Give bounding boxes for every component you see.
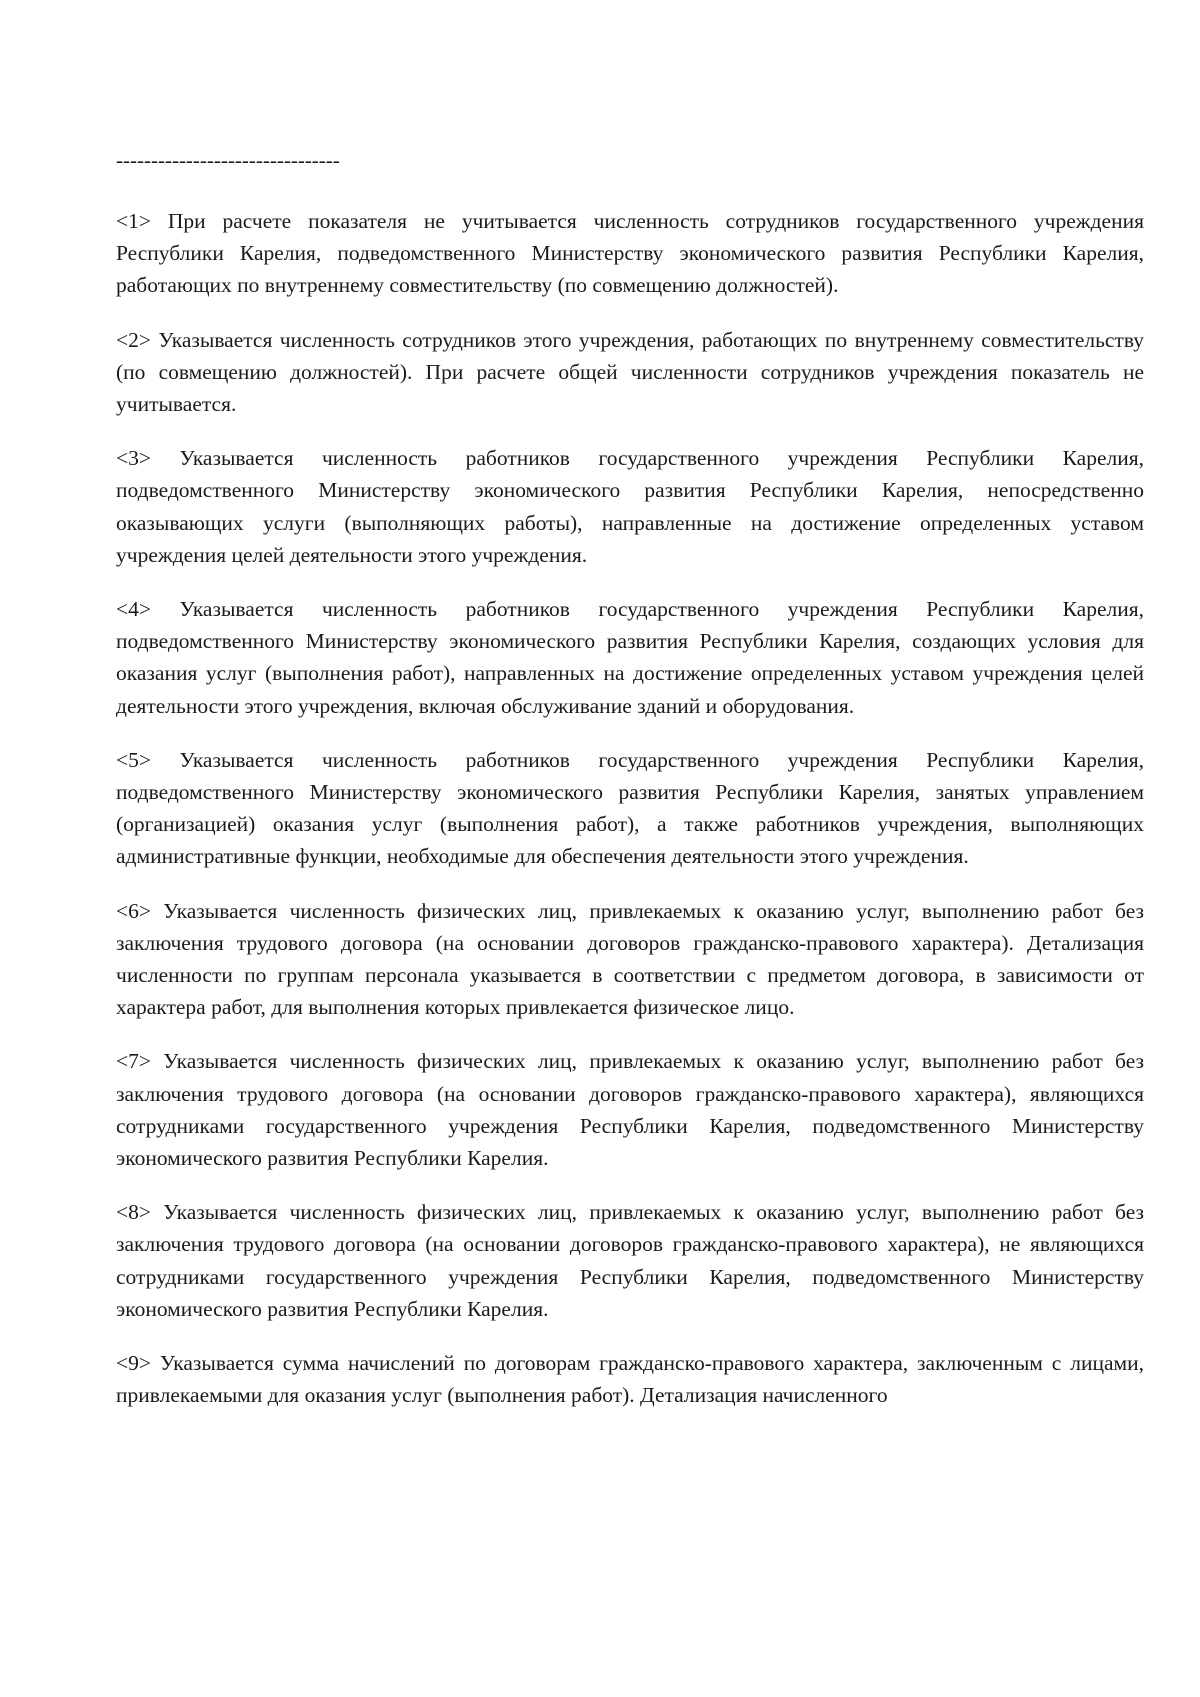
footnotes-section xyxy=(116,150,1144,1434)
footnote-5: <5> Указывается численность работников государственного учреждения Республики Карелия, подведомственного Министерству экономического развития Республики Карелия, занятых управлением (организацией) оказания услуг (выполнения работ), а также работников учреждения, выполняющих административные функции, необходимые для обеспечения деятельности этого учреждения. xyxy=(116,747,1144,869)
footnote-1: <1> При расчете показателя не учитывается численность сотрудников государственного учреждения Республики Карелия, подведомственного Министерству экономического развития Республики Карелия, работающих по внутреннему совместительству (по совмещению должностей). xyxy=(116,209,1144,298)
footnote-9: <9> Указывается сумма начислений по договорам гражданско-правового характера, заключенным с лицами, привлекаемыми для оказания услуг (выполнения работ). Детализация начисленного xyxy=(116,1351,1144,1408)
footnote-separator: -------------------------------- xyxy=(116,148,340,172)
footnote-4: <4> Указывается численность работников государственного учреждения Республики Карелия, подведомственного Министерству экономического развития Республики Карелия, создающих условия для оказания услуг (выполнения работ), направленных на достижение определенных уставом учреждения целей деятельности этого учреждения, включая обслуживание зданий и оборудования. xyxy=(116,597,1144,718)
footnote-3: <3> Указывается численность работников государственного учреждения Республики Карелия, подведомственного Министерству экономического развития Республики Карелия, непосредственно оказывающих услуги (выполняющих работы), направленные на достижение определенных уставом учреждения целей деятельности этого учреждения. xyxy=(116,446,1144,567)
footnote-7: <7> Указывается численность физических лиц, привлекаемых к оказанию услуг, выполнению работ без заключения трудового договора (на основании договоров гражданско-правового характера), являющихся сотрудниками государственного учреждения Республики Карелия, подведомственного Министерству экономического развития Республики Карелия. xyxy=(116,1049,1144,1171)
footnote-8: <8> Указывается численность физических лиц, привлекаемых к оказанию услуг, выполнению работ без заключения трудового договора (на основании договоров гражданско-правового характера), не являющихся сотрудниками государственного учреждения Республики Карелия, подведомственного Министерству экономического развития Республики Карелия. xyxy=(116,1200,1144,1321)
footnote-2: <2> Указывается численность сотрудников этого учреждения, работающих по внутреннему совместительству (по совмещению должностей). При расчете общей численности сотрудников учреждения показатель не учитывается. xyxy=(116,327,1144,417)
footnote-6: <6> Указывается численность физических лиц, привлекаемых к оказанию услуг, выполнению работ без заключения трудового договора (на основании договоров гражданско-правового характера). Детализация численности по группам персонала указывается в соответствии с предметом договора, в зависимости от характера работ, для выполнения которых привлекается физическое лицо. xyxy=(116,898,1144,1020)
